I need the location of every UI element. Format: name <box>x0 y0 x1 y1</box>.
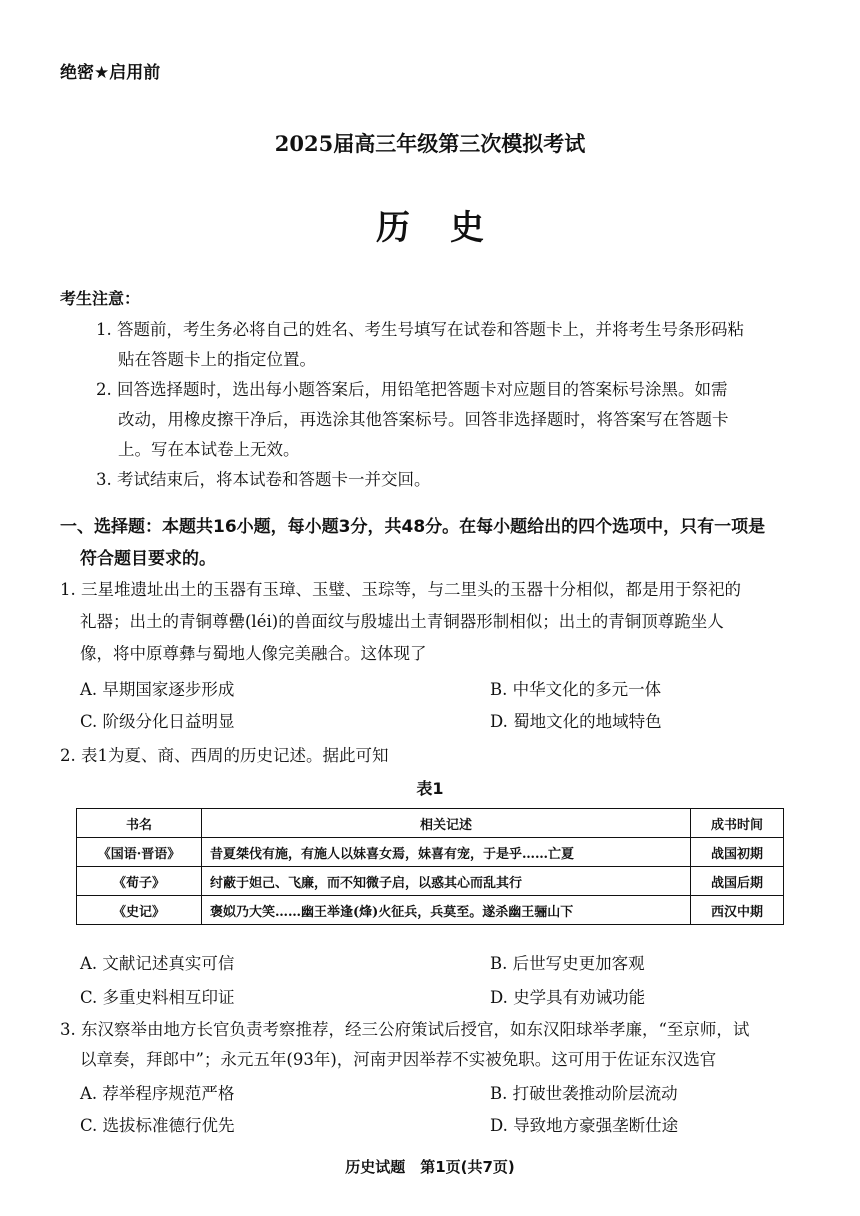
question-1-line: 礼器；出土的青铜尊罍(léi)的兽面纹与殷墟出土青铜器形制相似；出土的青铜顶尊跪坐人 <box>80 612 724 631</box>
notice-line: 3. 考试结束后，将本试卷和答题卡一并交回。 <box>96 470 431 489</box>
question-1-line: 像，将中原尊彝与蜀地人像完美融合。这体现了 <box>80 644 427 663</box>
notice-line: 上。写在本试卷上无效。 <box>118 440 300 459</box>
table-row <box>77 838 784 867</box>
section-heading: 一、选择题：本题共16小题，每小题3分，共48分。在每小题给出的四个选项中，只有一项是 <box>60 517 766 537</box>
table-header-cell: 成书时间 <box>691 809 784 838</box>
table-cell-date: 西汉中期 <box>691 896 784 925</box>
question-1-option-b[interactable]: B. 中华文化的多元一体 <box>490 680 662 699</box>
question-2-option-d[interactable]: D. 史学具有劝诫功能 <box>490 988 646 1007</box>
question-3-line: 3. 东汉察举由地方长官负责考察推荐，经三公府策试后授官，如东汉阳球举孝廉，“至京师，试 <box>60 1020 750 1039</box>
section-heading-cont: 符合题目要求的。 <box>80 549 216 569</box>
question-3-option-a[interactable]: A. 荐举程序规范严格 <box>80 1084 235 1103</box>
exam-title: 2025届高三年级第三次模拟考试 <box>274 131 586 156</box>
notice-line: 2. 回答选择题时，选出每小题答案后，用铅笔把答题卡对应题目的答案标号涂黑。如需 <box>96 380 728 399</box>
secret-mark: 绝密★启用前 <box>60 63 161 83</box>
question-2-stem: 2. 表1为夏、商、西周的历史记述。据此可知 <box>60 746 389 765</box>
notice-line: 贴在答题卡上的指定位置。 <box>118 350 316 369</box>
table-cell-book: 《荀子》 <box>77 867 202 896</box>
table-cell-book: 《史记》 <box>77 896 202 925</box>
table-cell-date: 战国后期 <box>691 867 784 896</box>
history-table <box>76 808 784 925</box>
question-3-line: 以章奏，拜郎中”；永元五年(93年)，河南尹因举荐不实被免职。这可用于佐证东汉选官 <box>80 1050 717 1069</box>
table-row <box>77 896 784 925</box>
page-footer: 历史试题 第1页(共7页) <box>345 1158 515 1176</box>
table-header-cell: 相关记述 <box>202 809 691 838</box>
question-1-option-d[interactable]: D. 蜀地文化的地域特色 <box>490 712 662 731</box>
question-2-option-a[interactable]: A. 文献记述真实可信 <box>80 954 235 973</box>
table-header-cell: 书名 <box>77 809 202 838</box>
table-cell-book: 《国语·晋语》 <box>77 838 202 867</box>
notice-line: 1. 答题前，考生务必将自己的姓名、考生号填写在试卷和答题卡上，并将考生号条形码粘 <box>96 320 744 339</box>
question-3-option-c[interactable]: C. 选拔标准德行优先 <box>80 1116 235 1135</box>
question-3-option-b[interactable]: B. 打破世袭推动阶层流动 <box>490 1084 678 1103</box>
table-caption: 表1 <box>416 779 444 798</box>
question-2-option-b[interactable]: B. 后世写史更加客观 <box>490 954 645 973</box>
question-3-option-d[interactable]: D. 导致地方豪强垄断仕途 <box>490 1116 679 1135</box>
subject-title: 历史 <box>376 208 524 248</box>
question-1-option-a[interactable]: A. 早期国家逐步形成 <box>80 680 235 699</box>
table-cell-record: 昔夏桀伐有施，有施人以妹喜女焉，妹喜有宠，于是乎……亡夏 <box>202 838 691 867</box>
table-cell-record: 褒姒乃大笑……幽王举逢(烽)火征兵，兵莫至。遂杀幽王骊山下 <box>202 896 691 925</box>
question-2-option-c[interactable]: C. 多重史料相互印证 <box>80 988 235 1007</box>
notice-heading: 考生注意： <box>60 289 141 308</box>
question-1-line: 1. 三星堆遗址出土的玉器有玉璋、玉璧、玉琮等，与二里头的玉器十分相似，都是用于祭祀的 <box>60 580 741 599</box>
table-cell-record: 纣蔽于妲己、飞廉，而不知微子启，以惑其心而乱其行 <box>202 867 691 896</box>
notice-line: 改动，用橡皮擦干净后，再选涂其他答案标号。回答非选择题时，将答案写在答题卡 <box>118 410 729 429</box>
table-header-row <box>77 809 784 838</box>
table-row <box>77 867 784 896</box>
question-1-option-c[interactable]: C. 阶级分化日益明显 <box>80 712 235 731</box>
table-cell-date: 战国初期 <box>691 838 784 867</box>
